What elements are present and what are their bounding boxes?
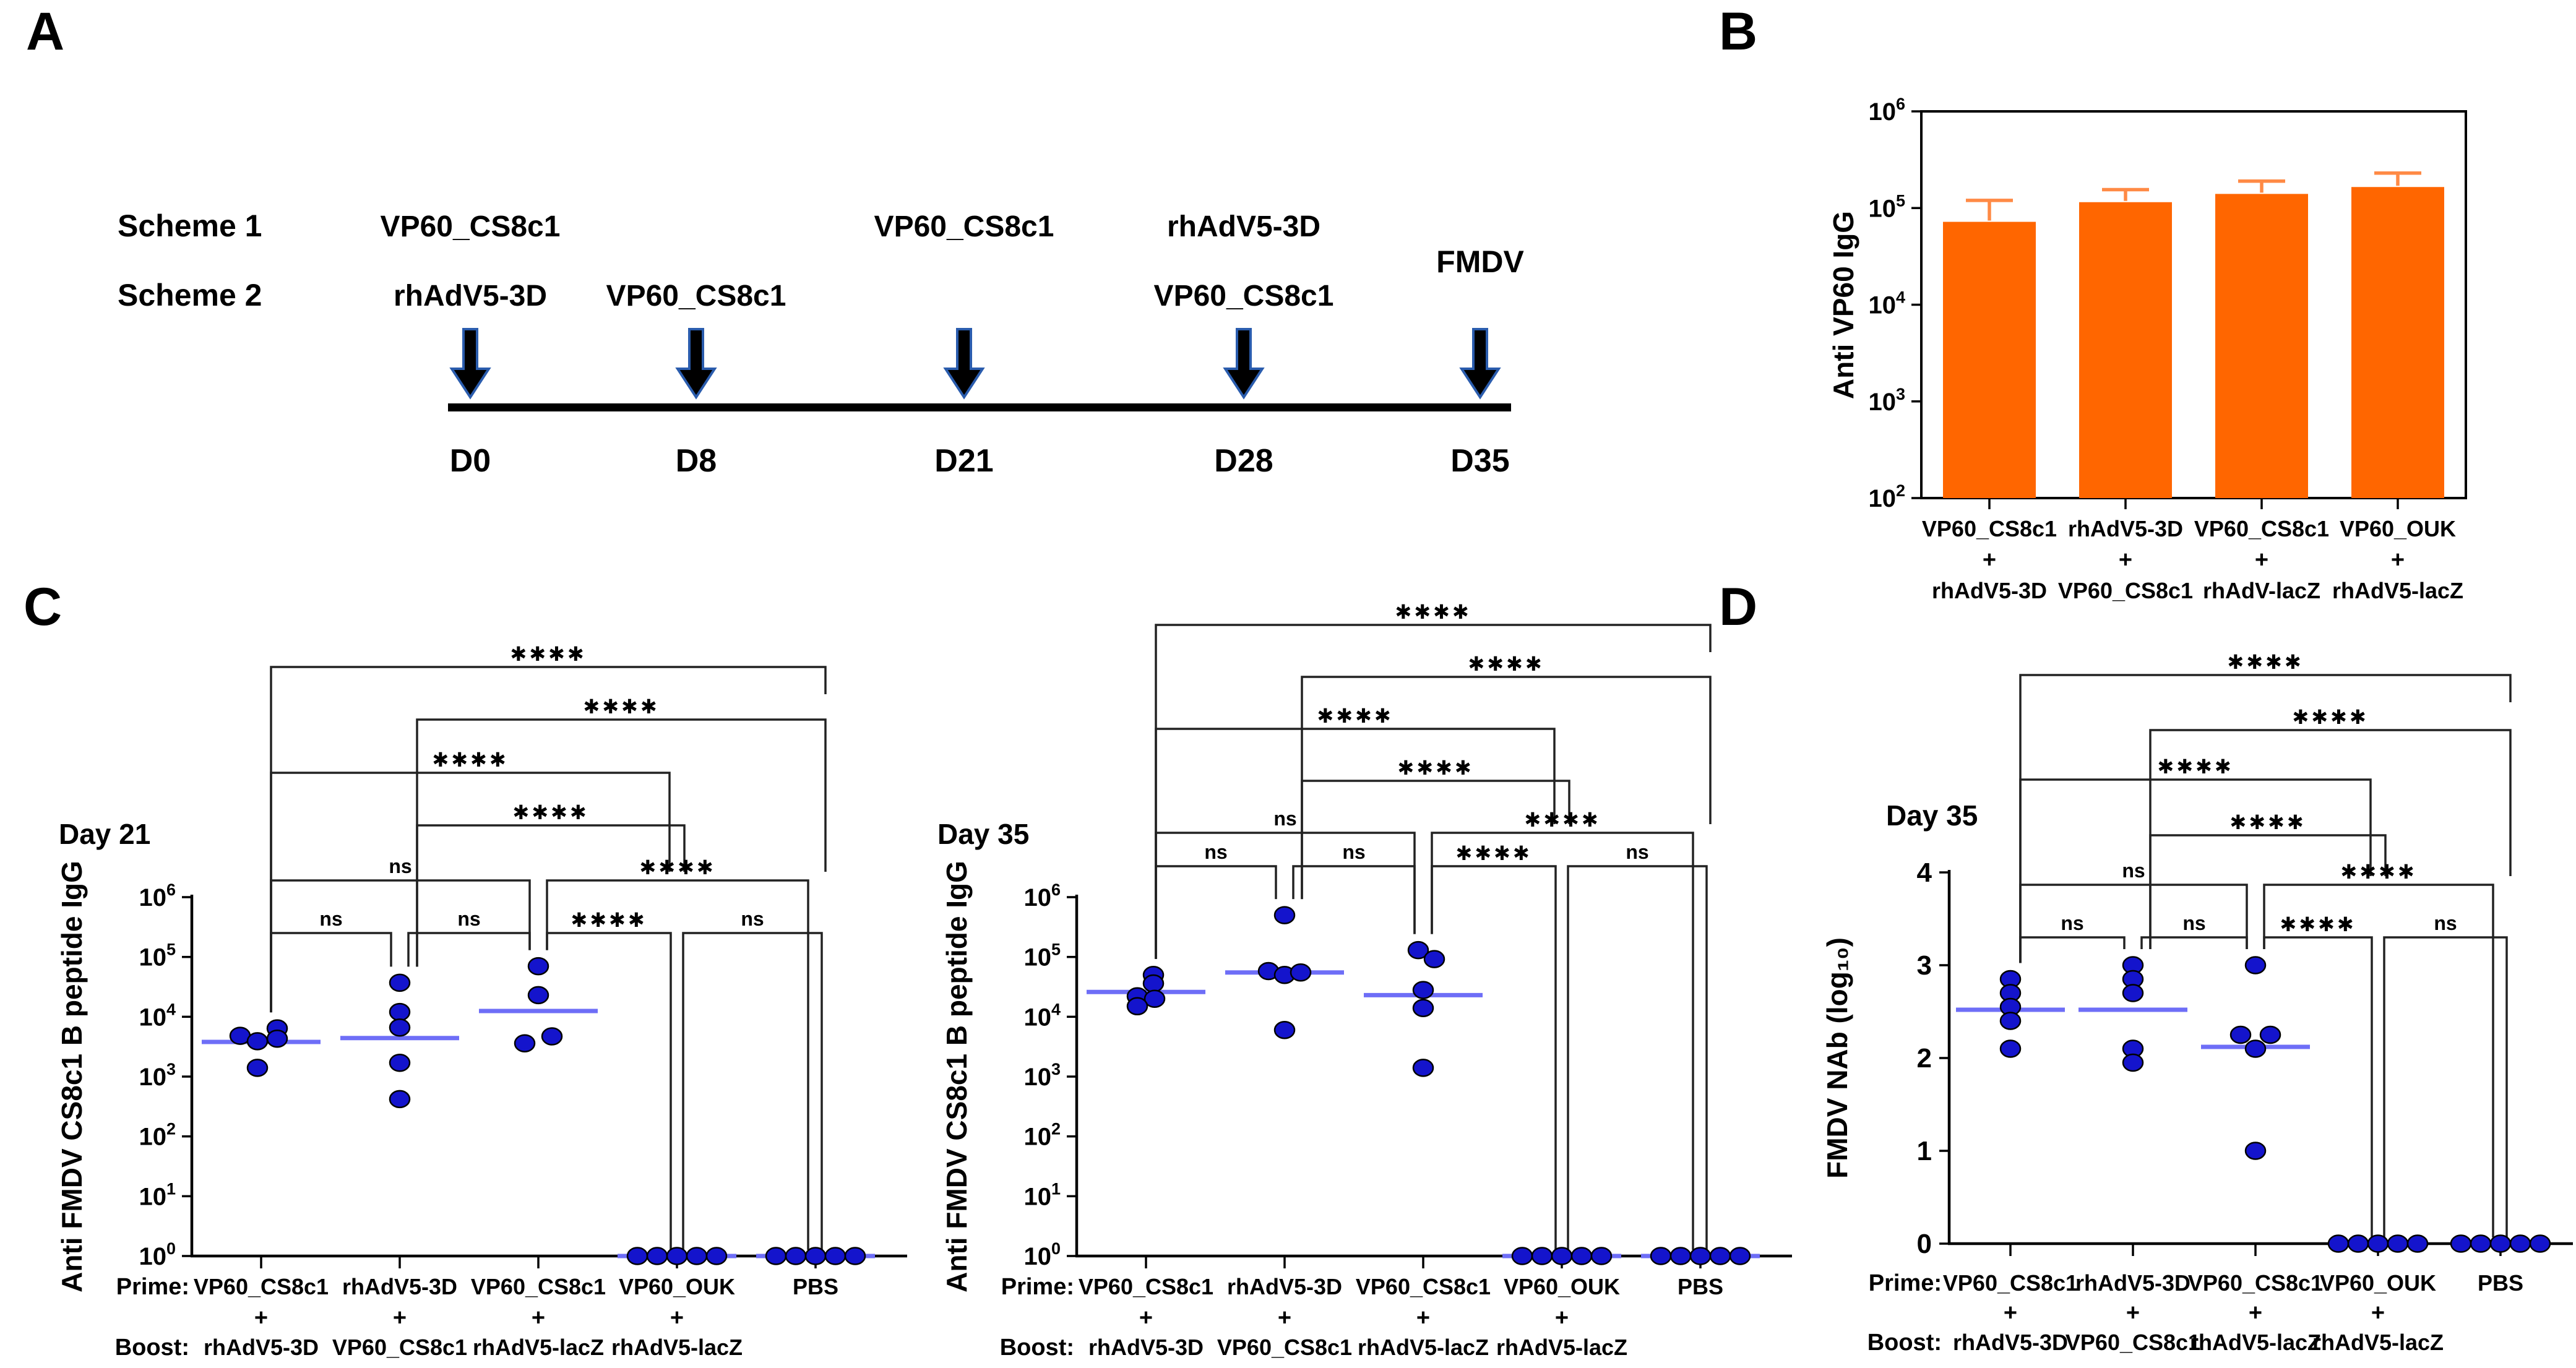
group-boost-label: rhAdV5-lacZ (2312, 1330, 2444, 1355)
data-point (647, 1248, 667, 1265)
significance-label: ns (1626, 841, 1649, 863)
group-prime-label: PBS (792, 1274, 839, 1299)
significance-label: ✱✱✱✱ (432, 749, 509, 771)
day-title: Day 21 (59, 818, 151, 850)
significance-label: ✱✱✱✱ (1397, 757, 1474, 779)
significance-label: ✱✱✱✱ (2157, 755, 2234, 778)
boost-prefix-label: Boost: (1867, 1330, 1942, 1356)
timeline-day-label: D35 (1450, 443, 1510, 479)
y-tick-label: $10^5$ (139, 940, 176, 971)
challenge-label: FMDV (1436, 244, 1524, 279)
timeline-arrow-icon (1462, 329, 1499, 397)
bar (2351, 187, 2444, 498)
y-tick-label: $10^4$ (139, 1000, 176, 1031)
group-boost-label: rhAdV5-lacZ (1357, 1335, 1489, 1360)
timeline-arrow-icon (1225, 329, 1262, 397)
significance-bracket (2020, 885, 2247, 963)
scheme-row-label: Scheme 2 (118, 278, 262, 312)
data-point (1552, 1248, 1572, 1265)
y-tick-label: 1 (1916, 1136, 1932, 1166)
bar-boost-label: rhAdV-lacZ (2202, 578, 2321, 603)
group-prime-label: VP60_OUK (2319, 1270, 2437, 1296)
panel-b-label: B (1719, 2, 1758, 61)
scheme-entry-label: VP60_CS8c1 (380, 210, 561, 243)
data-point (2451, 1236, 2471, 1252)
group-plus-label: + (1139, 1305, 1153, 1331)
prime-prefix-label: Prime: (116, 1274, 189, 1300)
significance-bracket (2264, 937, 2372, 1237)
group-plus-label: + (670, 1305, 684, 1331)
bar (1943, 222, 2036, 498)
data-point (2123, 985, 2143, 1002)
group-boost-label: VP60_CS8c1 (1217, 1335, 1353, 1360)
significance-label: ns (741, 908, 764, 930)
group-prime-label: VP60_CS8c1 (1078, 1274, 1214, 1299)
bar-prime-label: VP60_OUK (2339, 516, 2457, 541)
panel-c-day35-scatter-chart (928, 594, 1794, 1368)
data-point (2491, 1236, 2510, 1252)
scatter-svg-c2 (928, 594, 1794, 1368)
data-point (2348, 1236, 2368, 1252)
y-axis-title: Anti VP60 IgG (1827, 210, 1859, 400)
y-tick-label: $10^6$ (139, 880, 176, 911)
significance-bracket (271, 933, 391, 1012)
group-plus-label: + (531, 1305, 546, 1331)
scheme-row-label: Scheme 1 (118, 209, 262, 243)
group-prime-label: PBS (1677, 1274, 1724, 1299)
data-point (390, 1054, 410, 1071)
data-point (267, 1030, 287, 1047)
y-tick-label: $10^3$ (1023, 1060, 1061, 1091)
timeline-day-label: D21 (934, 443, 994, 479)
data-point (2530, 1236, 2550, 1252)
group-prime-label: rhAdV5-3D (2075, 1270, 2191, 1296)
significance-label: ns (2061, 912, 2084, 934)
y-tick-label: $10^2$ (1868, 481, 1905, 512)
data-point (2368, 1236, 2388, 1252)
bar-plus-label: + (2118, 547, 2133, 573)
data-point (1413, 982, 1433, 999)
significance-label: ✱✱✱✱ (1395, 601, 1471, 623)
significance-bracket (1156, 833, 1415, 959)
data-point (1730, 1248, 1750, 1265)
data-point (1275, 907, 1294, 924)
y-tick-label: $10^0$ (139, 1239, 176, 1270)
group-prime-label: VP60_OUK (1503, 1274, 1621, 1299)
day-title: Day 35 (1886, 799, 1978, 832)
significance-bracket (1156, 866, 1276, 959)
bar-prime-label: VP60_CS8c1 (1921, 516, 2057, 541)
y-tick-label: $10^2$ (139, 1119, 176, 1151)
data-point (390, 974, 410, 991)
data-point (515, 1035, 535, 1052)
group-prime-label: rhAdV5-3D (342, 1274, 458, 1299)
group-plus-label: + (1416, 1305, 1431, 1331)
data-point (2123, 1054, 2143, 1071)
group-boost-label: rhAdV5-lacZ (1496, 1335, 1628, 1360)
timeline-arrow-icon (946, 329, 983, 397)
significance-bracket (1156, 625, 1710, 959)
y-tick-label: $10^1$ (1023, 1179, 1061, 1211)
bar-boost-label: rhAdV5-lacZ (2332, 578, 2464, 603)
significance-bracket (1432, 833, 1693, 1250)
boost-prefix-label: Boost: (114, 1335, 189, 1361)
boost-prefix-label: Boost: (999, 1335, 1074, 1361)
significance-label: ✱✱✱✱ (2292, 706, 2369, 728)
y-tick-label: $10^4$ (1868, 288, 1905, 319)
timeline-day-label: D28 (1214, 443, 1273, 479)
data-point (1413, 1059, 1433, 1076)
y-axis-title: FMDV NAb (log₁₀) (1821, 937, 1853, 1179)
data-point (2001, 1013, 2020, 1030)
group-prime-label: VP60_CS8c1 (470, 1274, 606, 1299)
significance-bracket (2020, 780, 2371, 963)
group-plus-label: + (2126, 1300, 2140, 1326)
data-point (248, 1059, 267, 1076)
data-point (845, 1248, 865, 1265)
data-point (1532, 1248, 1552, 1265)
data-point (1671, 1248, 1691, 1265)
scheme-entry-label: VP60_CS8c1 (1153, 280, 1334, 312)
data-point (2388, 1236, 2408, 1252)
panel-b-anti-vp60-igg-bar-chart (1794, 59, 2576, 684)
significance-bracket (1293, 866, 1415, 934)
timeline-bar (448, 403, 1511, 411)
group-boost-label: rhAdV5-3D (203, 1335, 319, 1360)
y-tick-label: $10^3$ (139, 1060, 176, 1091)
significance-label: ✱✱✱✱ (2229, 811, 2306, 833)
data-point (390, 1091, 410, 1108)
bar-plus-label: + (2390, 547, 2405, 573)
group-boost-label: rhAdV5-lacZ (472, 1335, 605, 1360)
data-point (1651, 1248, 1671, 1265)
scheme-entry-label: rhAdV5-3D (1166, 210, 1321, 243)
group-prime-label: VP60_CS8c1 (1355, 1274, 1491, 1299)
y-tick-label: $10^1$ (139, 1179, 176, 1211)
bar-plus-label: + (1982, 547, 1997, 573)
group-boost-label: VP60_CS8c1 (2065, 1330, 2201, 1355)
significance-bracket (1568, 866, 1707, 1250)
timeline-day-label: D8 (675, 443, 717, 479)
y-tick-label: 0 (1916, 1229, 1932, 1259)
significance-label: ns (1273, 807, 1297, 830)
data-point (667, 1248, 687, 1265)
data-point (528, 987, 548, 1004)
data-point (2246, 1143, 2265, 1159)
significance-label: ns (2122, 859, 2145, 882)
significance-label: ✱✱✱✱ (2280, 913, 2356, 936)
data-point (1572, 1248, 1592, 1265)
significance-label: ✱✱✱✱ (639, 856, 716, 879)
data-point (2510, 1236, 2530, 1252)
timeline-arrow-icon (678, 329, 715, 397)
significance-bracket (408, 933, 530, 966)
significance-bracket (2142, 937, 2247, 949)
group-plus-label: + (2248, 1300, 2263, 1326)
panel-d-fmdv-nab-scatter-chart (1794, 594, 2576, 1368)
day-title: Day 35 (937, 818, 1030, 850)
data-point (1291, 964, 1311, 981)
significance-bracket (271, 773, 670, 1012)
significance-bracket (2384, 937, 2507, 1237)
group-plus-label: + (254, 1305, 269, 1331)
y-axis-title: Anti FMDV CS8c1 B peptide IgG (941, 861, 973, 1293)
data-point (2246, 1041, 2265, 1057)
significance-bracket (547, 880, 808, 1250)
significance-label: ✱✱✱✱ (1317, 705, 1394, 727)
data-point (1691, 1248, 1710, 1265)
data-point (542, 1028, 562, 1045)
scheme-entry-label: VP60_CS8c1 (874, 210, 1054, 243)
bar-prime-label: VP60_CS8c1 (2194, 516, 2330, 541)
data-point (1592, 1248, 1611, 1265)
significance-bracket (683, 933, 822, 1250)
data-point (707, 1248, 726, 1265)
data-point (1413, 1000, 1433, 1017)
prime-prefix-label: Prime: (1001, 1274, 1074, 1300)
significance-bracket (547, 933, 671, 1250)
data-point (687, 1248, 707, 1265)
scheme-entry-label: rhAdV5-3D (393, 280, 548, 312)
significance-bracket (2020, 937, 2124, 963)
significance-bracket (271, 880, 530, 1012)
significance-label: ✱✱✱✱ (571, 909, 647, 931)
significance-label: ✱✱✱✱ (2227, 651, 2304, 673)
data-point (2328, 1236, 2348, 1252)
significance-label: ✱✱✱✱ (1468, 653, 1544, 675)
bar-prime-label: rhAdV5-3D (2067, 516, 2184, 541)
data-point (1512, 1248, 1532, 1265)
y-tick-label: 4 (1916, 858, 1932, 888)
group-plus-label: + (2003, 1300, 2018, 1326)
y-tick-label: $10^6$ (1868, 95, 1905, 126)
data-point (1127, 998, 1147, 1015)
data-point (2001, 1041, 2020, 1057)
y-tick-label: $10^4$ (1023, 1000, 1061, 1031)
data-point (627, 1248, 647, 1265)
group-prime-label: VP60_OUK (618, 1274, 736, 1299)
y-tick-label: $10^2$ (1023, 1119, 1061, 1151)
bar-boost-label: VP60_CS8c1 (2057, 578, 2194, 603)
panel-c-day21-scatter-chart (43, 594, 910, 1368)
group-plus-label: + (392, 1305, 407, 1331)
significance-bracket (1432, 866, 1556, 1250)
significance-label: ns (1204, 841, 1228, 863)
significance-label: ns (457, 908, 481, 930)
data-point (1710, 1248, 1730, 1265)
significance-label: ✱✱✱✱ (2340, 861, 2417, 883)
bar-boost-label: rhAdV5-3D (1931, 578, 2048, 603)
y-tick-label: $10^3$ (1868, 384, 1905, 416)
y-tick-label: $10^0$ (1023, 1239, 1061, 1270)
significance-label: ✱✱✱✱ (510, 643, 587, 665)
bar (2079, 202, 2172, 498)
significance-label: ns (319, 908, 343, 930)
y-tick-label: 3 (1916, 950, 1932, 981)
group-boost-label: rhAdV5-lacZ (2189, 1330, 2322, 1355)
group-boost-label: rhAdV5-3D (1952, 1330, 2069, 1355)
group-prime-label: VP60_CS8c1 (193, 1274, 329, 1299)
panel-c-label: C (24, 577, 62, 637)
y-tick-label: $10^6$ (1023, 880, 1061, 911)
data-point (390, 1019, 410, 1036)
group-boost-label: rhAdV5-lacZ (611, 1335, 743, 1360)
group-boost-label: VP60_CS8c1 (332, 1335, 468, 1360)
significance-label: ✱✱✱✱ (583, 695, 660, 718)
timeline-arrow-icon (452, 329, 489, 397)
data-point (2246, 957, 2265, 974)
data-point (766, 1248, 786, 1265)
data-point (2408, 1236, 2427, 1252)
data-point (806, 1248, 825, 1265)
scheme-entry-label: VP60_CS8c1 (606, 280, 786, 312)
group-plus-label: + (1554, 1305, 1569, 1331)
group-boost-label: rhAdV5-3D (1088, 1335, 1204, 1360)
group-plus-label: + (2371, 1300, 2385, 1326)
data-point (2231, 1026, 2251, 1043)
group-prime-label: rhAdV5-3D (1226, 1274, 1343, 1299)
y-tick-label: $10^5$ (1868, 191, 1905, 223)
data-point (2471, 1236, 2491, 1252)
panel-a-label: A (26, 2, 65, 61)
significance-label: ns (389, 855, 412, 877)
significance-bracket (1302, 781, 1569, 899)
significance-label: ✱✱✱✱ (1524, 809, 1601, 831)
data-point (1424, 951, 1444, 968)
data-point (1144, 975, 1163, 992)
timeline-day-label: D0 (449, 443, 491, 479)
group-plus-label: + (1277, 1305, 1292, 1331)
scatter-svg-c1 (43, 594, 910, 1368)
y-tick-label: $10^5$ (1023, 940, 1061, 971)
bar (2215, 194, 2308, 498)
significance-bracket (417, 825, 684, 966)
panel-d-label: D (1719, 577, 1758, 637)
significance-label: ns (2182, 912, 2206, 934)
prime-prefix-label: Prime: (1868, 1270, 1942, 1296)
vaccination-scheme-svg (80, 6, 1535, 495)
data-point (1275, 1022, 1294, 1038)
data-point (248, 1033, 267, 1049)
group-prime-label: VP60_CS8c1 (2187, 1270, 2324, 1296)
data-point (390, 1004, 410, 1020)
scatter-svg-d (1794, 594, 2576, 1368)
significance-label: ns (1342, 841, 1366, 863)
significance-label: ✱✱✱✱ (512, 801, 589, 824)
group-prime-label: VP60_CS8c1 (1942, 1270, 2078, 1296)
data-point (528, 958, 548, 974)
significance-label: ✱✱✱✱ (1455, 842, 1532, 864)
y-tick-label: 2 (1916, 1043, 1932, 1073)
y-axis-title: Anti FMDV CS8c1 B peptide IgG (56, 861, 88, 1293)
group-prime-label: PBS (2477, 1270, 2524, 1296)
data-point (786, 1248, 806, 1265)
bar-plus-label: + (2254, 547, 2269, 573)
significance-label: ns (2434, 912, 2457, 934)
data-point (2260, 1026, 2280, 1043)
data-point (825, 1248, 845, 1265)
bar-svg (1794, 59, 2576, 684)
panel-a-vaccination-scheme (80, 6, 1535, 495)
